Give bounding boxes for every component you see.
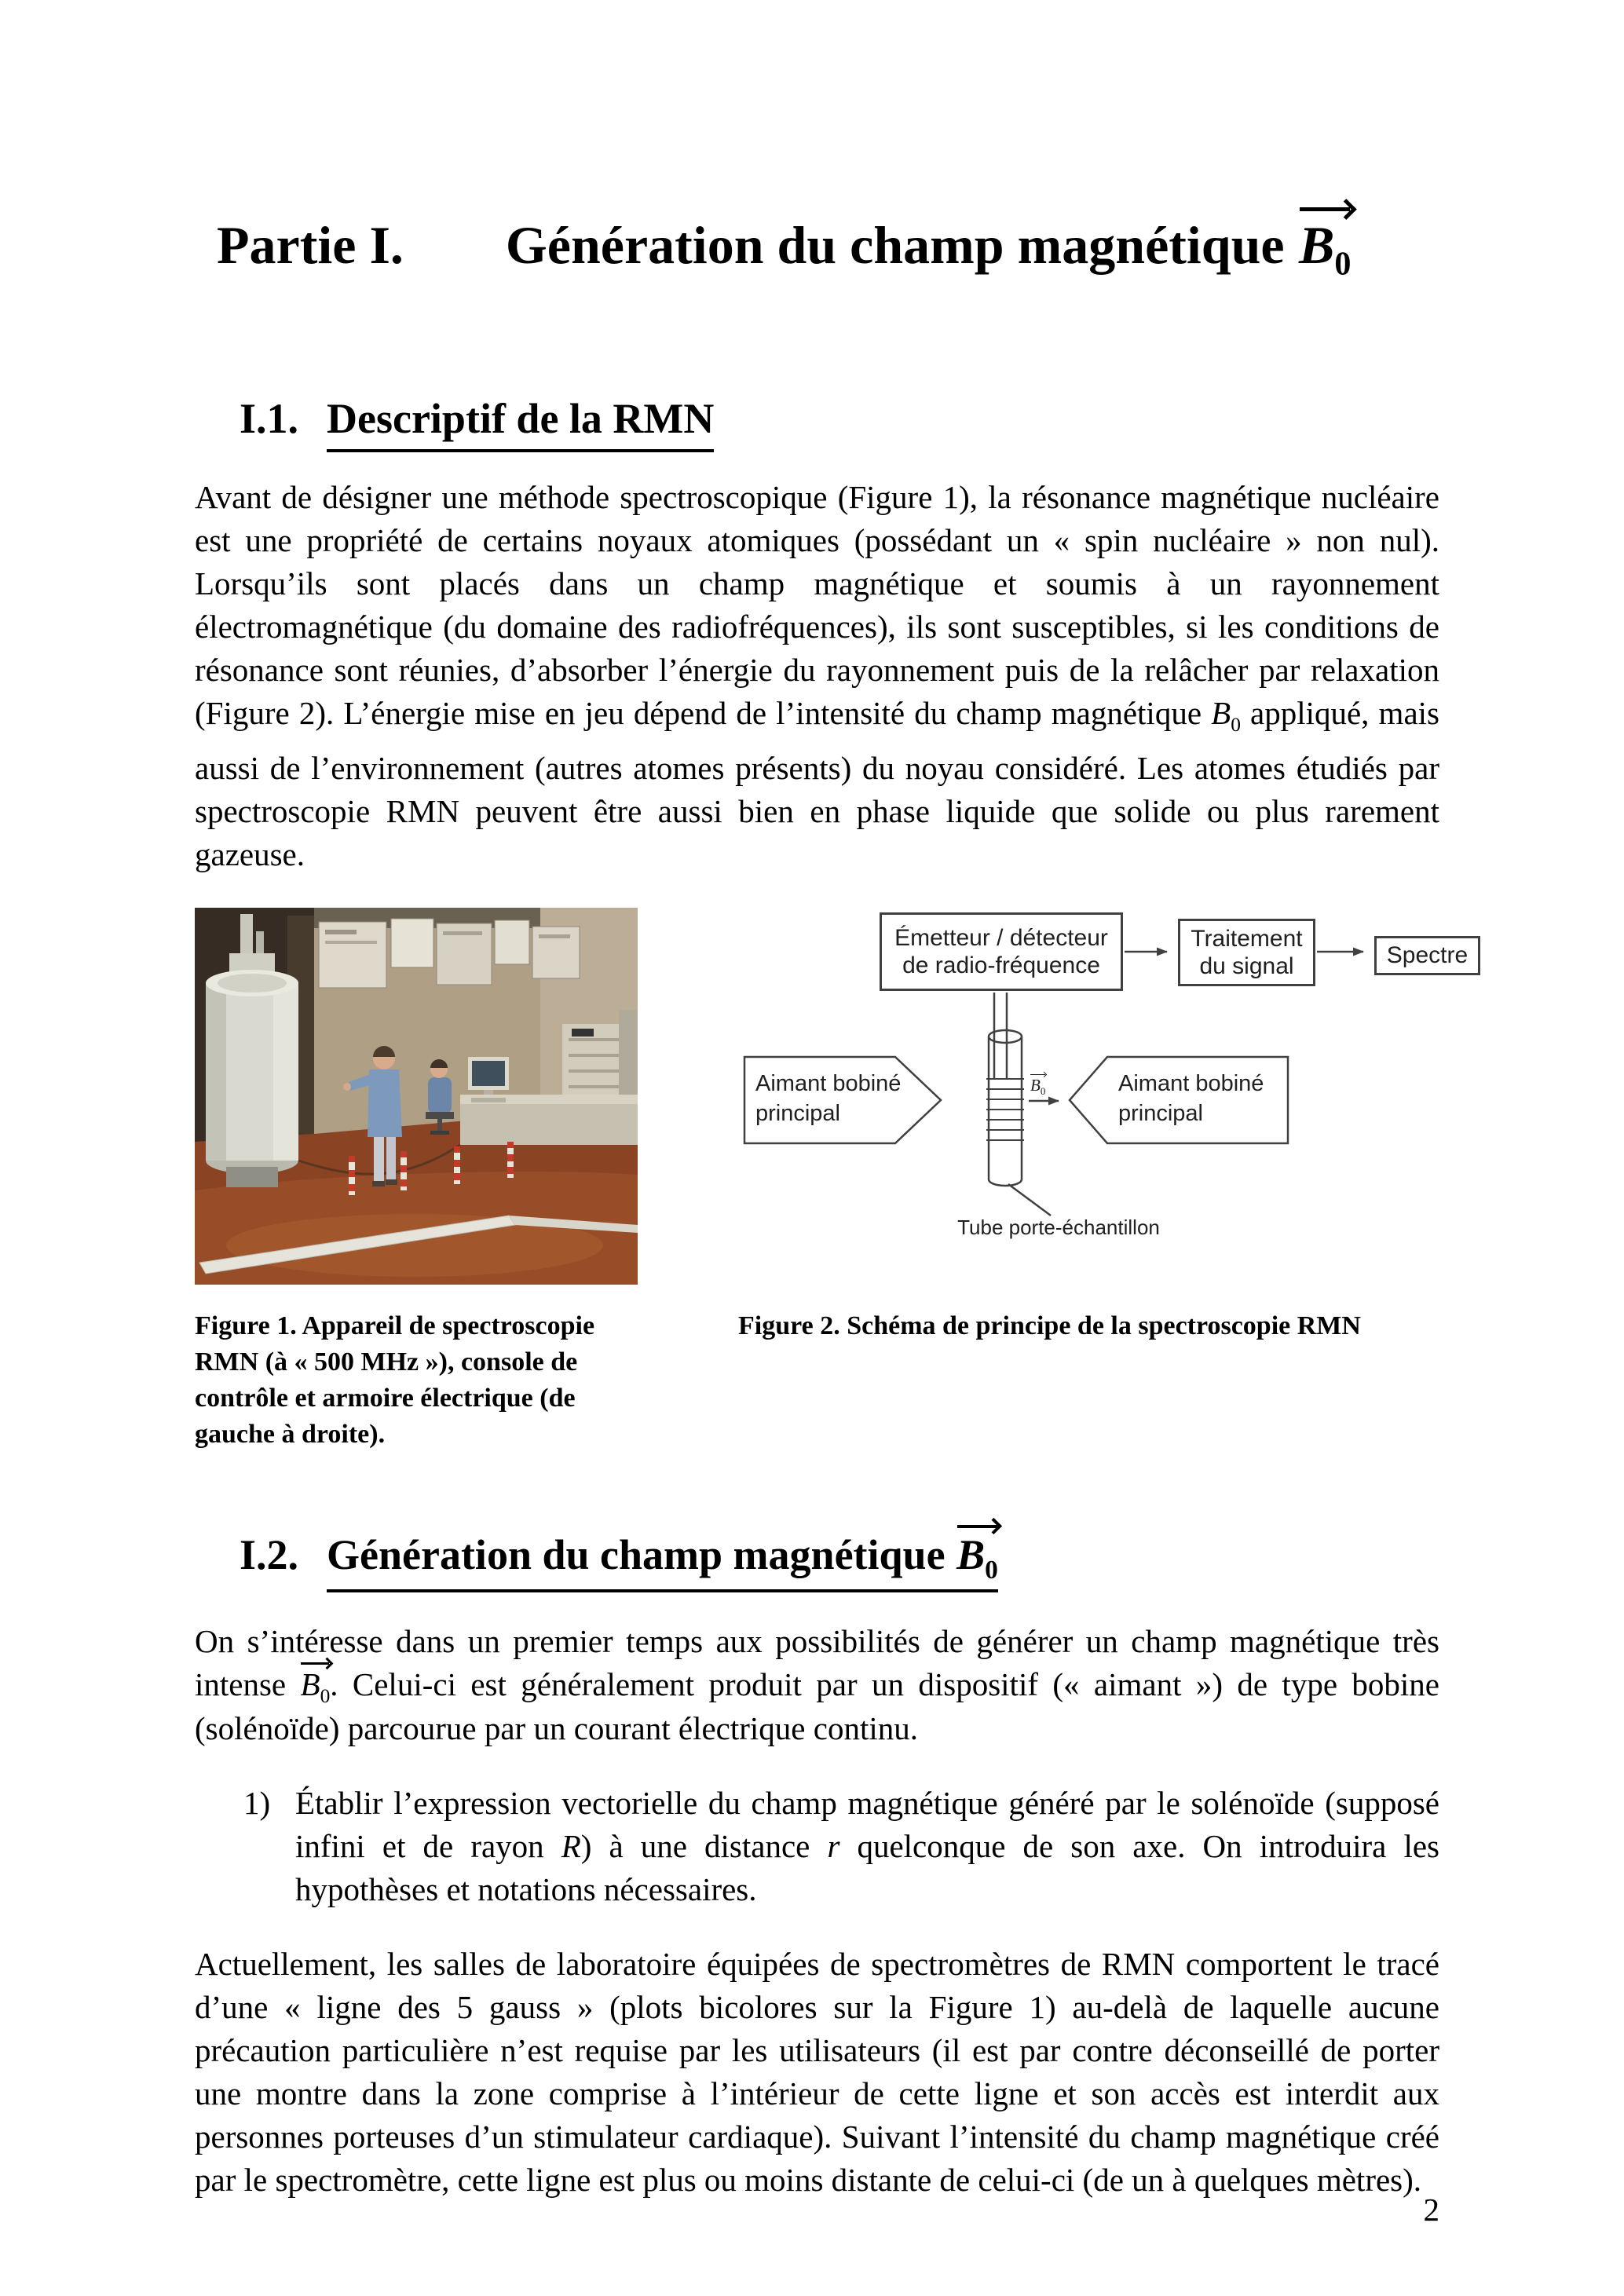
paragraph-text: On s’intéresse dans un premier temps aux possibilités de générer un champ magnétique très intense <box>195 1623 1439 1703</box>
title-part-label: Partie I. <box>217 215 404 275</box>
vector-arrow-icon <box>957 1519 1000 1530</box>
section-2-number: I.2. <box>240 1531 299 1579</box>
heading-label: Descriptif de la RMN <box>327 394 715 442</box>
field-subscript: 0 <box>985 1555 998 1585</box>
diagram-label-magnet-left: Aimant bobiné principal <box>755 1071 902 1126</box>
captions-row <box>195 1308 1439 1453</box>
diagram-label-magnet-right: Aimant bobiné principal <box>1118 1071 1264 1126</box>
paragraph-text: Établir l’expression vectorielle du champ magnétique généré par le solénoïde (supposé infini et de rayon <box>295 1784 1439 1864</box>
heading-label: Génération du champ magnétique <box>327 1531 946 1579</box>
paragraph-text: ) à une distance <box>580 1827 828 1864</box>
vector-arrow-icon <box>301 1658 331 1666</box>
section-1-heading-text <box>327 394 714 452</box>
diagram-box-spectre: Spectre <box>1374 936 1480 975</box>
paragraph-text: appliqué, mais aussi de l’environnement (autres atomes présents) du noyau considéré. Les atomes étudiés par spectroscopie RMN peuvent être aussi bien en phase liquide que solide ou plus rarement gazeuse. <box>195 694 1439 873</box>
field-symbol: B <box>1298 215 1335 275</box>
tube-leader-line <box>1008 1184 1051 1216</box>
diagram-label-b0 <box>1030 1076 1045 1096</box>
field-subscript: 0 <box>1334 245 1352 283</box>
section-1-heading <box>240 383 1439 452</box>
item-marker: 1) <box>243 1784 271 1821</box>
title-main <box>506 212 1352 281</box>
section-1-number: I.1. <box>240 394 299 442</box>
field-symbol: B <box>300 1666 320 1703</box>
item-text <box>295 1782 1439 1911</box>
figure1-photo <box>195 908 638 1285</box>
vector-arrow-icon <box>1300 200 1353 214</box>
field-subscript: 0 <box>1040 1085 1046 1098</box>
vector-b0 <box>1030 1077 1045 1096</box>
vector-b0 <box>300 1666 331 1708</box>
section-2-heading <box>240 1519 1439 1592</box>
rf-coil <box>986 1079 1024 1140</box>
photo-posters <box>319 919 580 988</box>
figure1-caption: Figure 1. Appareil de spectroscopie RMN (à « 500 MHz »), console de contrôle et armoire électrique (de gauche à droite). <box>195 1311 595 1450</box>
page-number: 2 <box>1423 2192 1439 2228</box>
figure2-diagram <box>738 908 1494 1247</box>
field-subscript: 0 <box>320 1685 331 1708</box>
field-symbol: B <box>956 1531 986 1579</box>
diagram-box-treatment: Traitement du signal <box>1178 919 1315 986</box>
vector-b0 <box>1298 215 1352 283</box>
page-title <box>195 196 1439 281</box>
section-1-paragraph <box>195 476 1439 876</box>
vector-arrow-icon <box>1030 1072 1046 1076</box>
figures-row <box>195 908 1469 1286</box>
diagram-box-emitter: Émetteur / détecteur de radio-fréquence <box>880 912 1123 991</box>
paragraph-text: quelconque de son axe. On introduira les hypothèses et notations nécessaires. <box>295 1827 1439 1907</box>
title-text: Génération du champ magnétique <box>505 215 1285 275</box>
question-item-1 <box>243 1782 1439 1911</box>
diagram-label-tube: Tube porte-échantillon <box>957 1216 1160 1240</box>
section-2-outro: Actuellement, les salles de laboratoire équipées de spectromètres de RMN comportent le tracé d’une « ligne des 5 gauss » (plots bicolores sur la Figure 1) au-delà de laquelle aucune précaution particulière n’est requise par les utilisateurs (il est par contre déconseillé de porter une montre dans la zone comprise à l’intérieur de cette ligne et son accès est interdit aux personnes porteuses d’un stimulateur cardiaque). Suivant l’intensité du champ magnétique créé par le spectromètre, cette ligne est plus ou moins distante de celui-ci (de un à quelques mètres). <box>195 1945 1439 2198</box>
field-symbol: B <box>1211 694 1231 731</box>
section-2-intro <box>195 1620 1439 1750</box>
paragraph-text: Avant de désigner une méthode spectroscopique (Figure 1), la résonance magnétique nucléaire est une propriété de certains noyaux atomiques (possédant un « spin nucléaire » non nul). Lorsqu’ils sont placés dans un champ magnétique et soumis à un rayonnement électromagnétique (du domaine des radiofréquences), ils sont susceptibles, si les conditions de résonance sont réunies, d’absorber l’énergie du rayonnement puis de la relâcher par relaxation (Figure 2). L’énergie mise en jeu dépend de l’intensité du champ magnétique <box>195 478 1439 731</box>
distance-symbol: r <box>827 1827 840 1864</box>
lab-photo-illustration <box>195 908 638 1285</box>
vector-b0 <box>956 1531 998 1585</box>
field-symbol: B <box>1030 1076 1041 1095</box>
paragraph-text: . Celui-ci est généralement produit par un dispositif (« aimant ») de type bobine (solénoïde) parcourue par un courant électrique continu. <box>195 1666 1439 1746</box>
field-subscript: 0 <box>1231 714 1241 737</box>
figure2-caption: Figure 2. Schéma de principe de la spectroscopie RMN <box>738 1311 1361 1341</box>
section-2-heading-text <box>327 1530 998 1592</box>
radius-symbol: R <box>561 1827 581 1864</box>
